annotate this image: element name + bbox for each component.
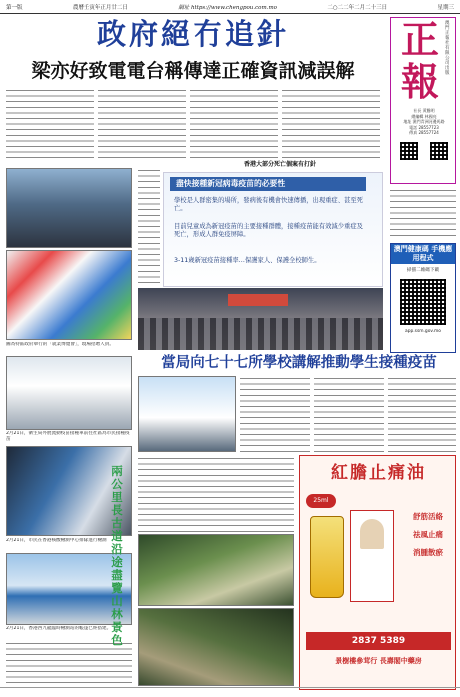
article-text-column — [98, 88, 186, 162]
article-text-column — [314, 376, 384, 452]
info-line: 傳真 28557724 — [409, 130, 439, 135]
qr-code-icon — [430, 142, 448, 160]
issue-date: 二○二二年二月二十三日 — [327, 4, 388, 11]
caption-test-tents: 2月21日，香港西九龍臨時檢測站的帳篷已經搭建。 — [6, 626, 112, 631]
stage-banner — [228, 294, 288, 306]
photo-job-fair — [6, 250, 132, 340]
caption-swab-test: 2月21日，市民在香港核酸檢測中心排隊進行檢測 — [6, 538, 107, 543]
health-app-ad[interactable] — [390, 243, 456, 353]
website-line — [178, 3, 277, 11]
ad-oil-feature: 舒筋活絡 — [413, 512, 443, 521]
article-text-column — [390, 188, 456, 240]
photo-seminar-hall — [6, 168, 132, 248]
info-line: 電話 28557723 — [409, 124, 439, 130]
slide-title: 盡快接種新冠病毒疫苗的必要性 — [170, 177, 366, 191]
feature-headline: 當局向七十七所學校講解推動學生接種疫苗 — [161, 354, 437, 371]
qr-code-icon — [400, 142, 418, 160]
website-url[interactable]: https://www.chengpou.com.mo — [190, 4, 277, 11]
sub-headline: 梁亦好致電電台稱傳達正確資訊減誤解 — [31, 60, 355, 82]
footer-rule — [0, 687, 460, 697]
ad-oil-dealer: 景樹樓參茸行 長壽閣中藥房 — [335, 657, 422, 665]
article-text-column — [282, 88, 380, 162]
page-number: 第一版 — [6, 4, 23, 11]
photo-auditorium — [138, 288, 383, 350]
photo-vaccine-bus — [6, 356, 132, 430]
article-text-column — [6, 88, 94, 162]
ad-app-url[interactable]: app.ssm.gov.mo — [405, 329, 441, 334]
ad-app-line: 掃描二維碼下載 — [406, 268, 440, 273]
ad-oil-title: 紅膽止痛油 — [331, 463, 426, 483]
website-label: 網址 — [178, 4, 190, 11]
article-text-column — [138, 168, 160, 286]
oil-bottle — [310, 516, 344, 598]
ad-oil-capacity: 25ml — [306, 494, 336, 508]
masthead — [390, 17, 456, 184]
caption-vaccine-bus: 2月21日，衛生局外展流動疫苗接種車前往社區為市民接種疫苗 — [6, 431, 130, 442]
masthead-info — [394, 108, 454, 160]
lead-caption: 香港大部分死亡個案有打針 — [243, 161, 316, 168]
ad-oil-feature: 祛風止痛 — [413, 530, 443, 539]
ad-oil-phone[interactable]: 2837 5389 — [306, 632, 451, 650]
main-headline: 政府絕冇追針 — [96, 17, 289, 51]
qr-code-icon[interactable] — [400, 279, 446, 325]
masthead-char-1: 正 — [400, 17, 439, 62]
lunar-date: 農曆壬寅年正月廿二日 — [72, 4, 128, 11]
photo-forest — [138, 608, 294, 686]
caption-job-fair: 圖為特區政府舉行的「就業博覽會」，現場招聘人員。 — [6, 342, 114, 347]
info-line: 地址 澳門青洲河邊馬路 — [403, 119, 445, 124]
portrait-icon — [360, 519, 384, 549]
presentation-slide — [163, 172, 383, 287]
page-header — [0, 0, 460, 14]
photo-trail — [138, 534, 294, 606]
masthead-publisher: 澳門正報社有限公司出版 — [445, 21, 450, 76]
weekday: 星期三 — [437, 4, 454, 11]
audience-rows — [138, 318, 383, 350]
ad-app-title: 澳門健康碼 手機應用程式 — [391, 244, 455, 264]
pain-oil-ad[interactable] — [299, 455, 456, 690]
article-text-column — [190, 88, 278, 162]
slide-bullet: 3-11歲新冠疫苗接種率…保護家人、保護全校師生。 — [174, 257, 321, 264]
info-line: 總編輯 林國亮 — [411, 113, 437, 119]
ad-oil-feature: 消腫散瘀 — [413, 548, 443, 557]
oil-box — [350, 510, 394, 602]
article-text-column — [388, 376, 456, 452]
masthead-char-2: 報 — [400, 59, 439, 104]
slide-bullet: 學校是人群密集的場所，發病後有機會快速傳播，出現重症、甚至死亡。 — [174, 197, 363, 212]
vertical-headline: 兩公里長古道沿途盡覽山林景色 — [111, 465, 123, 647]
slide-bullet: 目前兒童成為新冠疫苗的主要接種群體，接種疫苗能有效減少重症及死亡，形成人群免疫屏障。 — [174, 223, 363, 238]
info-line: 社長 黃騰明 — [413, 108, 435, 113]
photo-school-briefing — [138, 376, 236, 452]
article-text-column — [240, 376, 310, 452]
article-text-block — [138, 456, 294, 532]
